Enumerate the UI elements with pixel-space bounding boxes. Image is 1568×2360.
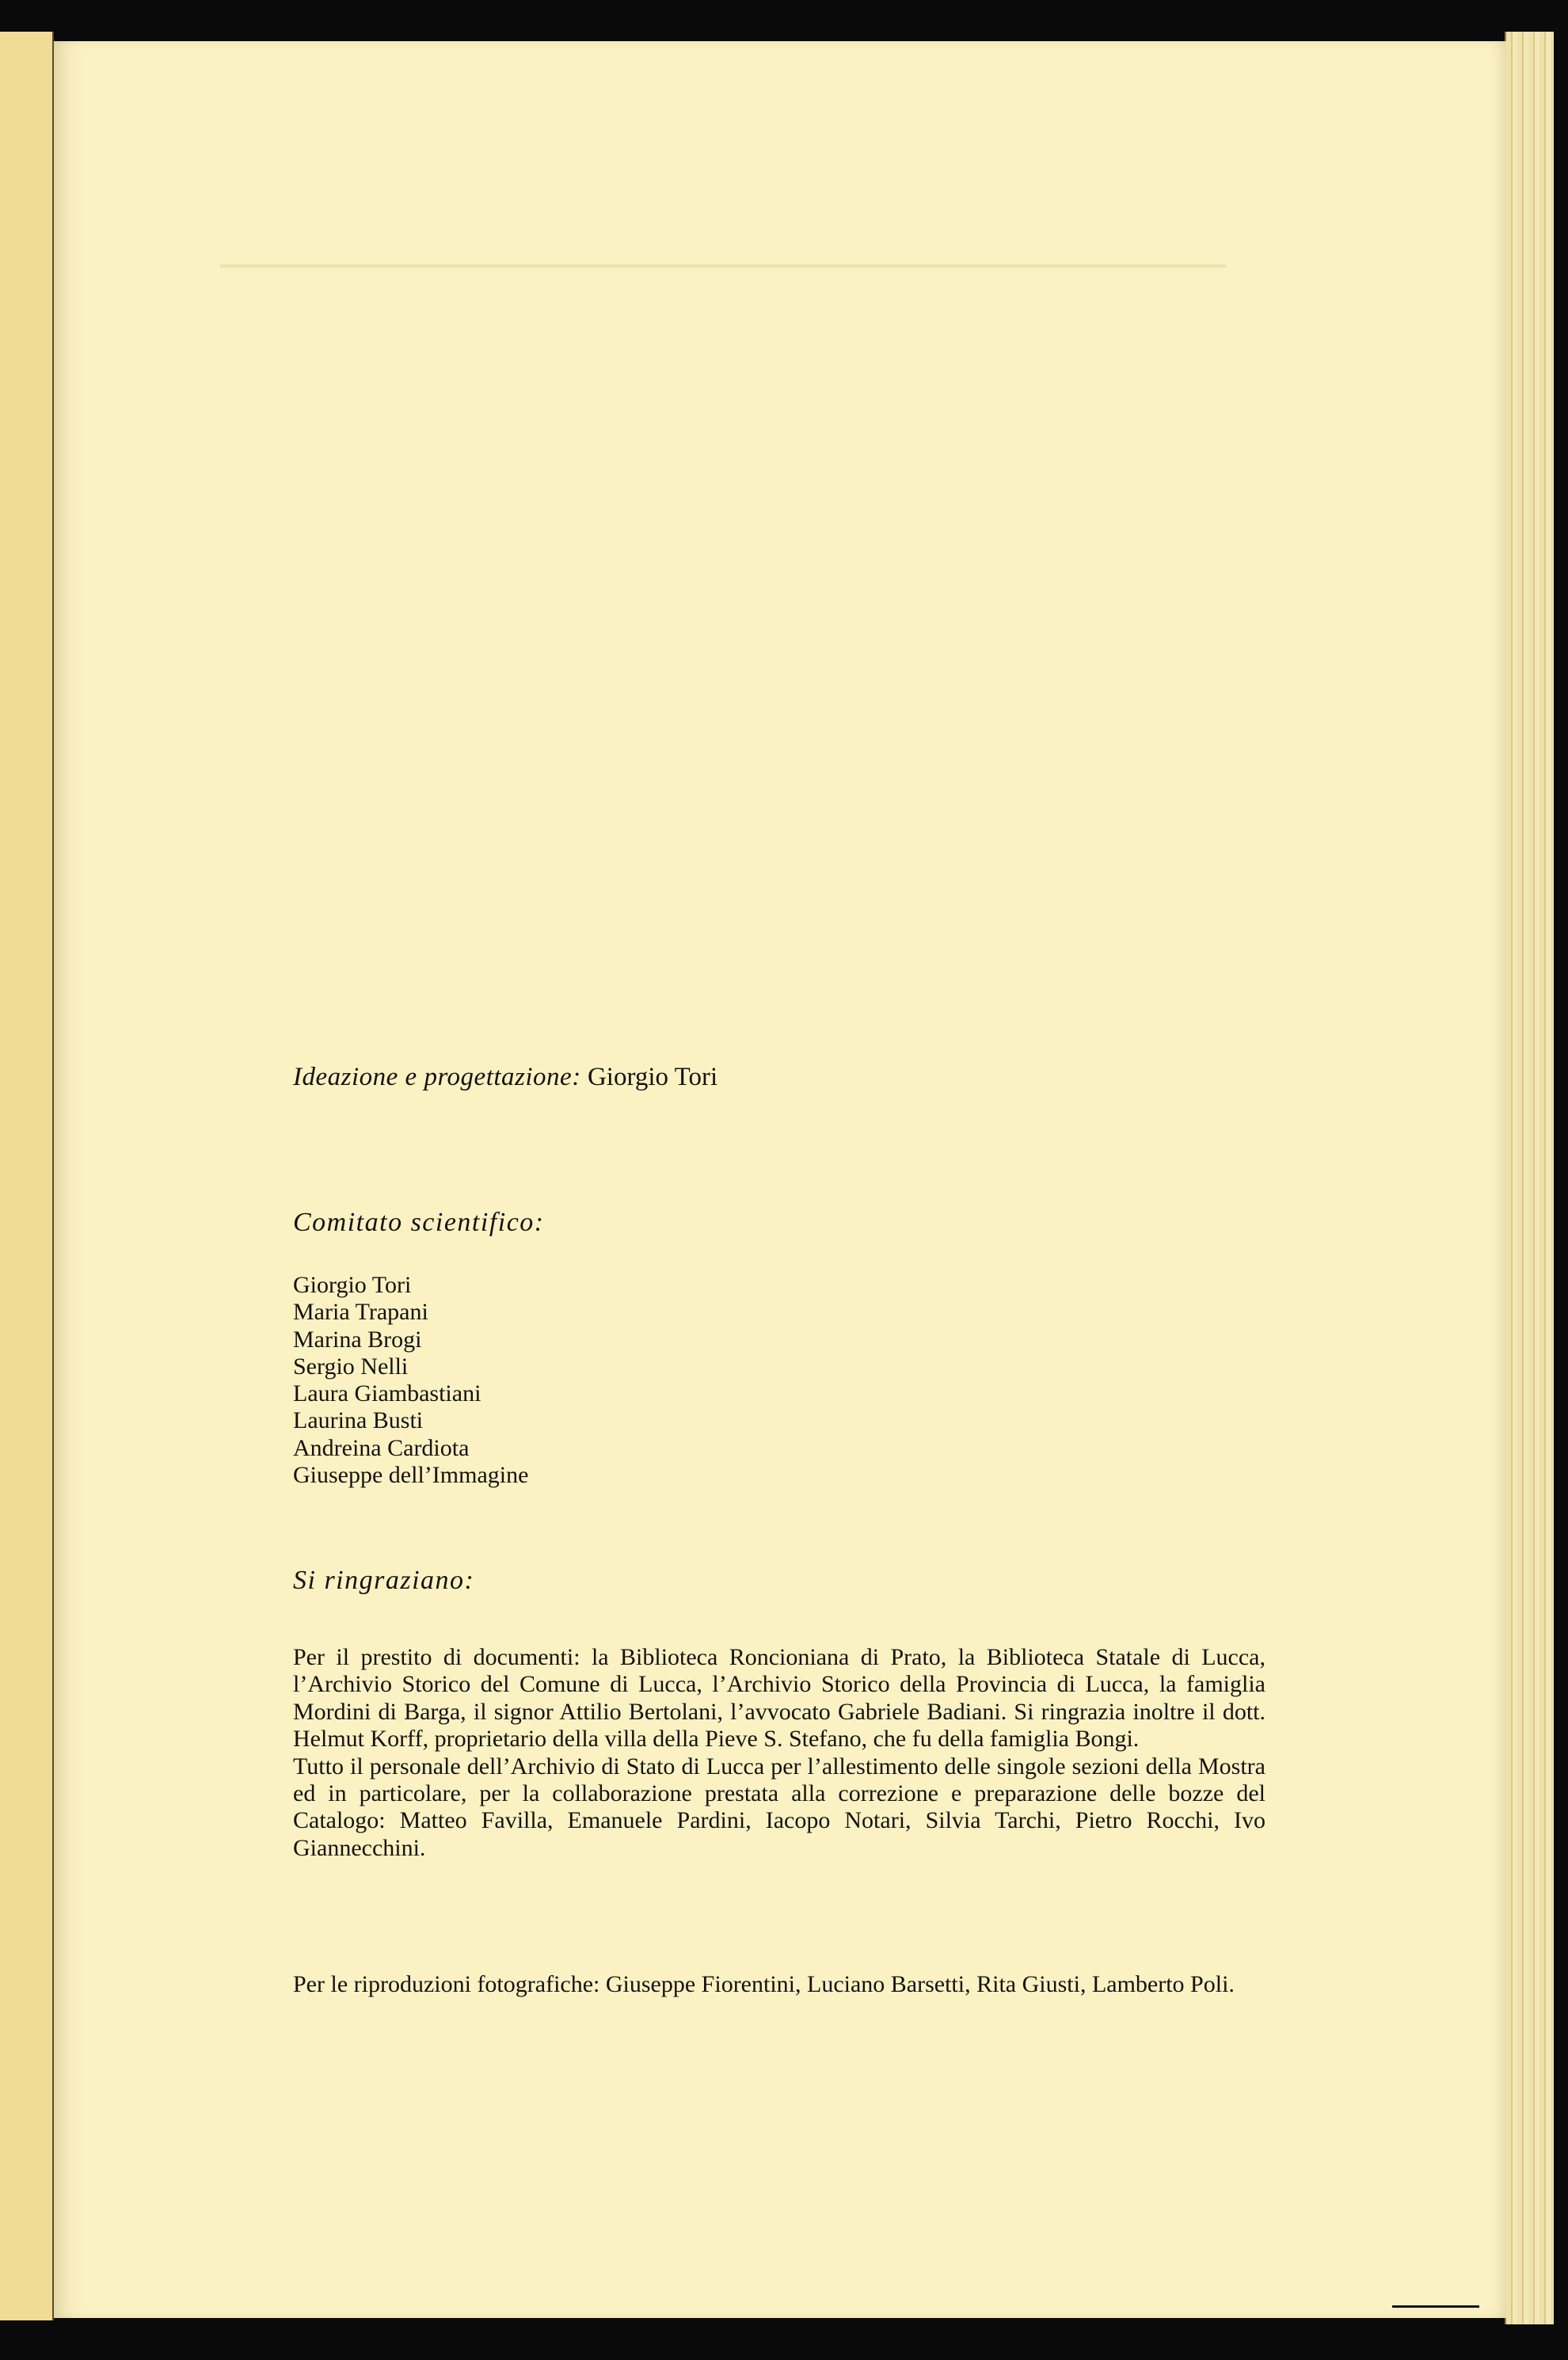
paragraph-prestito: Per il prestito di documenti: la Biblioteca Roncioniana di Prato, la Biblioteca Statale di Lucca, l’Archivio Storico del Comune di Lucca, l’Archivio Storico della Provincia di Lucca, la famiglia Mordini di Barga, il signor Attilio Bertolani, l’avvocato Gabriele Badiani. Si ringrazia inoltre il dott. Helmut Korff, proprietario della villa della Pieve S. Stefano, che fu della famiglia Bongi. <box>293 1644 1265 1753</box>
member-item: Andreina Cardiota <box>293 1434 470 1461</box>
bottom-rule <box>1392 2305 1479 2308</box>
ideazione-label: Ideazione e progettazione: <box>293 1063 581 1091</box>
ringraziamenti-body <box>293 1644 1265 1862</box>
comitato-heading: Comitato scientifico: <box>293 1208 545 1237</box>
paragraph-personale: Tutto il personale dell’Archivio di Stato di Lucca per l’allestimento delle singole sezioni della Mostra ed in particolare, per la collaborazione prestata alla correzione e preparazione delle bozze del Catalogo: Matteo Favilla, Emanuele Pardini, Iacopo Notari, Silvia Tarchi, Pietro Rocchi, Ivo Giannecchini. <box>293 1753 1265 1861</box>
member-item: Laura Giambastiani <box>293 1380 481 1407</box>
member-item: Marina Brogi <box>293 1326 422 1353</box>
document-page <box>54 41 1506 2318</box>
member-item: Giuseppe dell’Immagine <box>293 1462 529 1489</box>
ideazione-line <box>293 1063 717 1092</box>
ringraziano-heading: Si ringraziano: <box>293 1566 475 1595</box>
comitato-member-list <box>293 1272 528 1489</box>
ideazione-name: Giorgio Tori <box>587 1063 718 1091</box>
paragraph-riproduzioni: Per le riproduzioni fotografiche: Giuseppe Fiorentini, Luciano Barsetti, Rita Giusti, Lamberto Poli. <box>293 1971 1235 1997</box>
show-through-rule <box>220 265 1226 268</box>
member-item: Giorgio Tori <box>293 1272 412 1298</box>
member-item: Sergio Nelli <box>293 1353 409 1380</box>
left-page-edge <box>0 32 54 2320</box>
member-item: Laurina Busti <box>293 1407 424 1434</box>
member-item: Maria Trapani <box>293 1299 428 1326</box>
page-stack-edge <box>1505 32 1554 2324</box>
